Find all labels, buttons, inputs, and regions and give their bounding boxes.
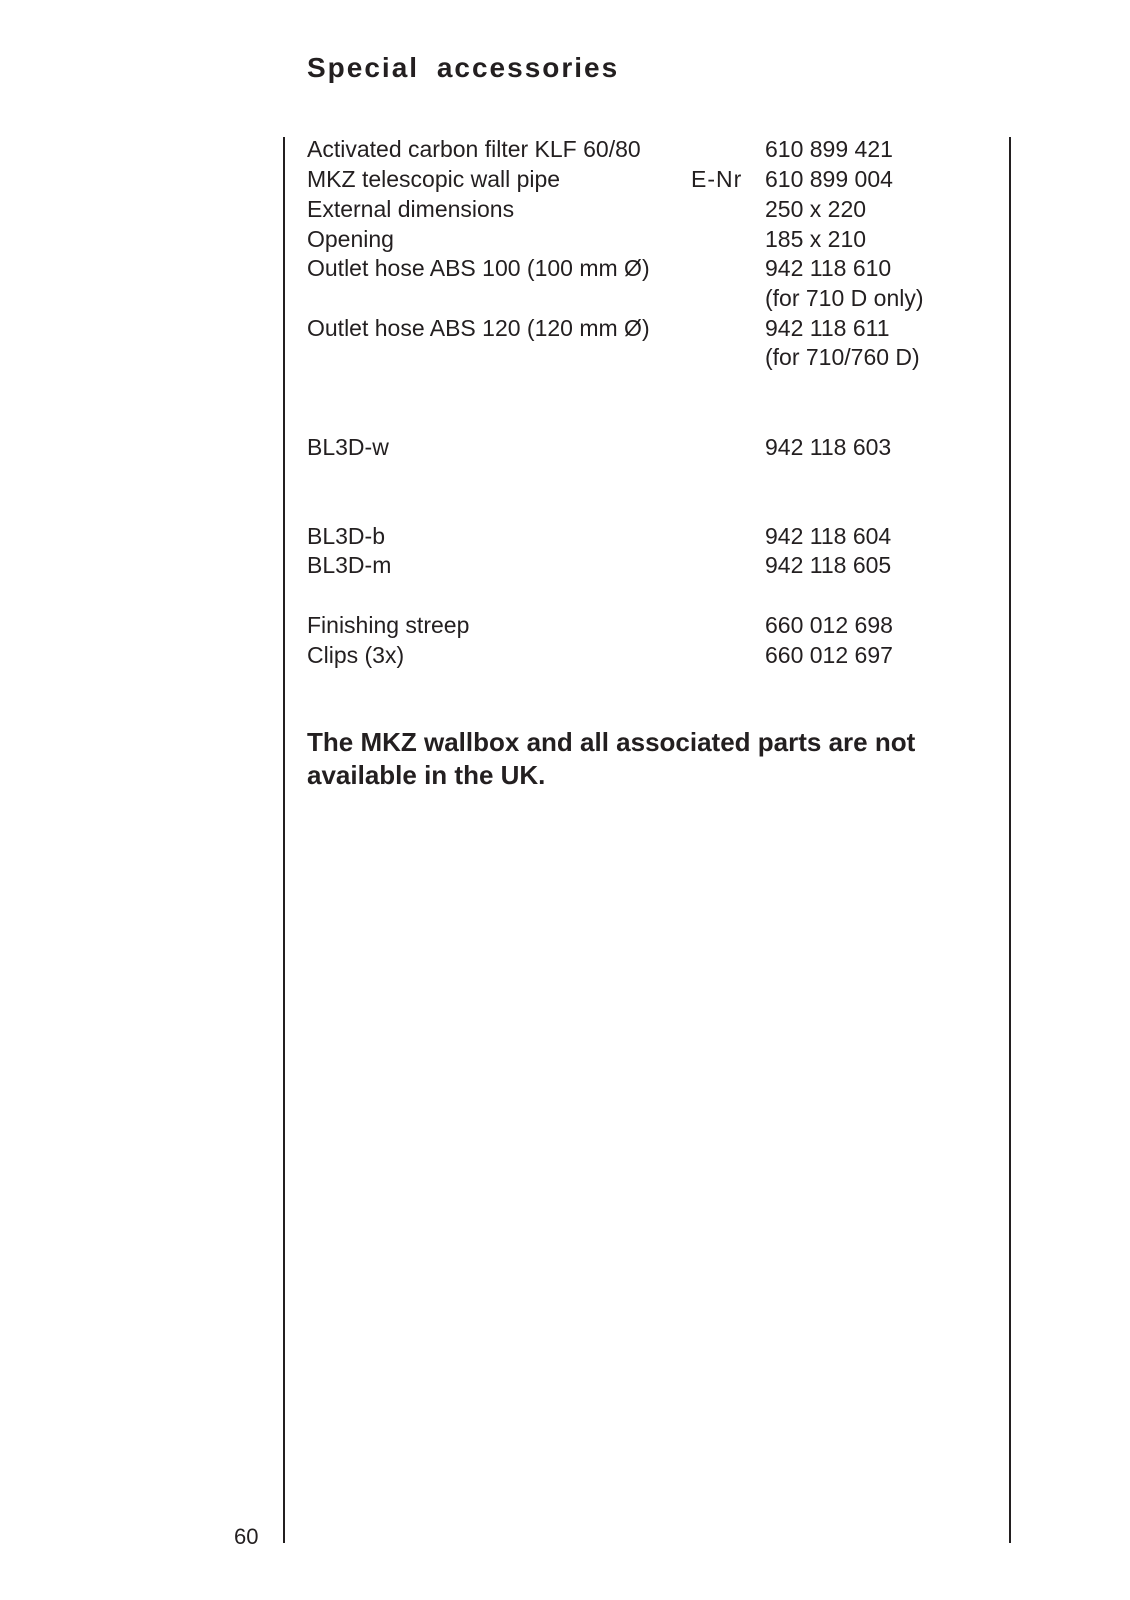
accessory-number: 942 118 611 [765,315,890,341]
accessory-description: Opening [307,226,394,252]
order-number-label: E-Nr [691,166,743,192]
accessory-description: BL3D-b [307,523,385,549]
accessory-row [307,342,997,372]
accessory-description: BL3D-m [307,552,392,578]
accessory-description: Outlet hose ABS 100 (100 mm Ø) [307,255,650,281]
accessory-row [307,610,997,640]
accessory-number: 942 118 604 [765,523,892,549]
accessory-number: 185 x 210 [765,226,867,252]
left-margin-rule [283,137,285,1543]
accessory-number: 250 x 220 [765,196,867,222]
accessory-number: 610 899 004 [765,166,893,192]
accessory-number: 942 118 603 [765,434,892,460]
accessory-description: Outlet hose ABS 120 (120 mm Ø) [307,315,650,341]
accessory-number: 942 118 610 [765,255,892,281]
accessory-row [307,164,997,194]
accessory-description: Activated carbon filter KLF 60/80 [307,136,641,162]
page-number: 60 [234,1524,259,1549]
accessory-number: 660 012 698 [765,612,893,638]
accessory-number: 660 012 697 [765,642,893,668]
accessory-row [307,640,997,670]
accessory-number: (for 710/760 D) [765,344,920,370]
accessory-row [307,432,997,462]
accessory-row [307,194,997,224]
accessory-number: 942 118 605 [765,552,892,578]
accessory-row [307,224,997,254]
accessory-description: BL3D-w [307,434,389,460]
accessory-row [307,283,997,313]
accessory-description: MKZ telescopic wall pipe [307,166,561,192]
accessory-number: 610 899 421 [765,136,893,162]
accessory-description: Clips (3x) [307,642,405,668]
accessory-number: (for 710 D only) [765,285,924,311]
right-margin-rule [1009,137,1011,1543]
accessory-row [307,521,997,551]
accessory-row [307,253,997,283]
accessory-description: Finishing streep [307,612,470,638]
accessory-row [307,550,997,580]
accessory-row [307,134,997,164]
accessory-description: External dimensions [307,196,515,222]
accessory-row [307,313,997,343]
availability-note: The MKZ wallbox and all associated parts are not available in the UK. [307,727,916,790]
page-title: Special accessories [307,52,620,83]
